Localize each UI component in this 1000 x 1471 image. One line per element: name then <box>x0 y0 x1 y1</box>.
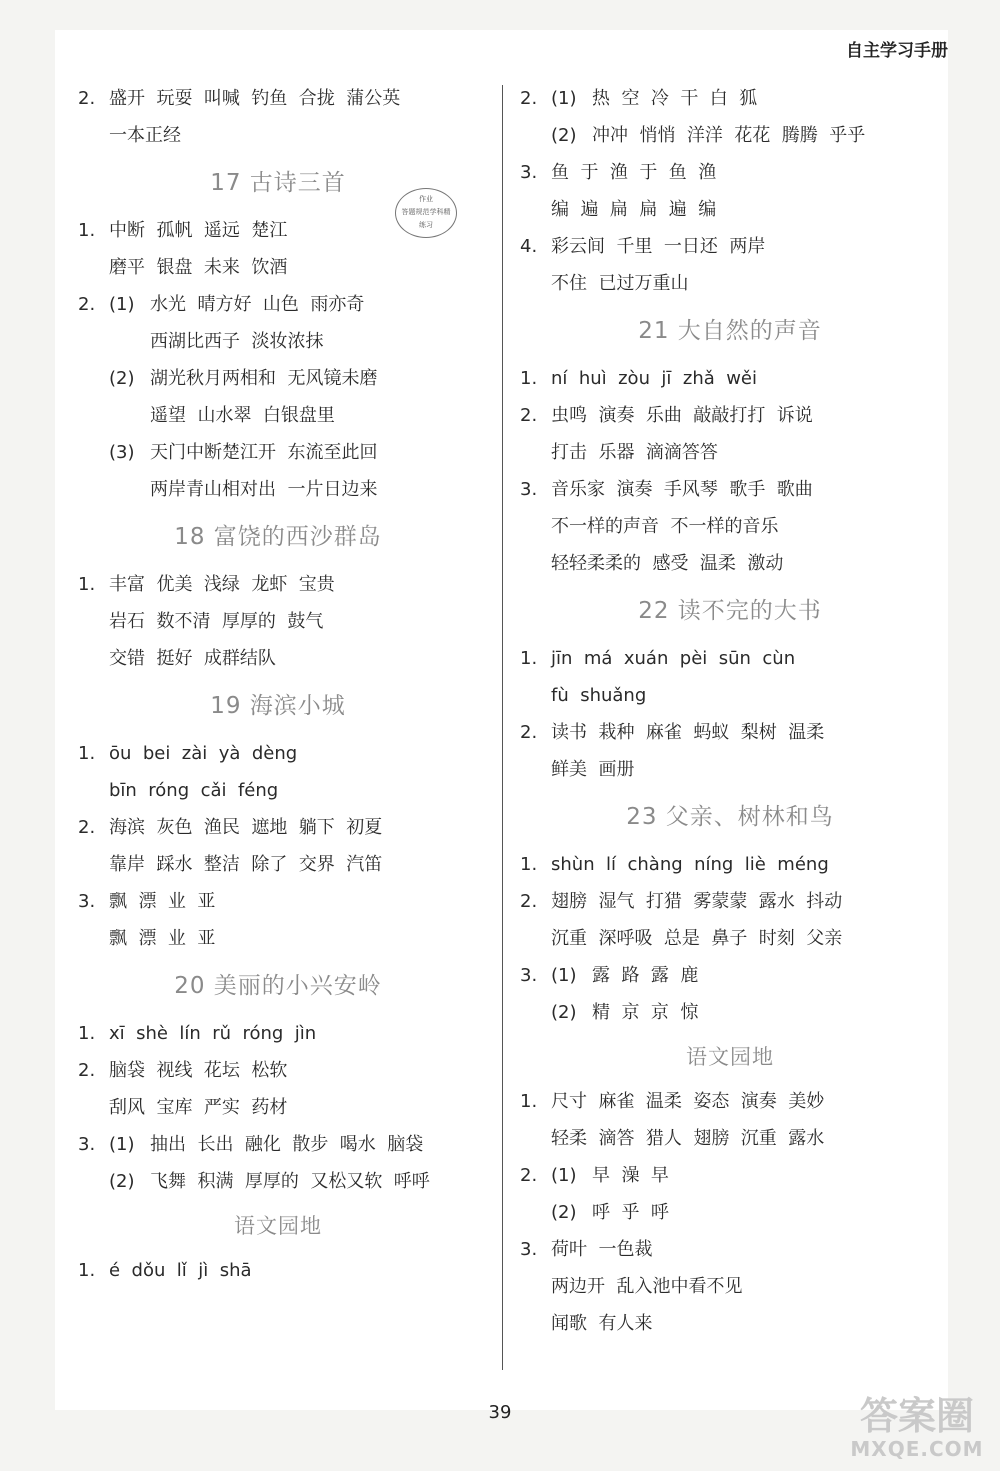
item-number: 2. <box>520 722 538 743</box>
item-number: 2. <box>78 294 96 315</box>
answer-text: 岩石 数不清 厚厚的 鼓气 <box>109 611 324 632</box>
answer-text: 沉重 深呼吸 总是 鼻子 时刻 父亲 <box>551 928 843 949</box>
lesson-heading: 17 古诗三首 <box>210 170 346 196</box>
answer-text: 露 路 露 鹿 <box>592 965 699 986</box>
item-number: 1. <box>78 743 96 764</box>
page-number: 39 <box>488 1402 512 1423</box>
answer-line <box>78 566 478 603</box>
answer-text: 刮风 宝库 严实 药材 <box>109 1097 288 1118</box>
answer-text: 鲜美 画册 <box>551 759 635 780</box>
sub-number: (2) <box>109 368 135 389</box>
stamp-line-3: 练习 <box>419 221 433 229</box>
answer-text: 冲冲 悄悄 洋洋 花花 腾腾 乎乎 <box>592 125 866 146</box>
answer-text: 靠岸 踩水 整洁 除了 交界 汽笛 <box>109 854 383 875</box>
answer-text: 西湖比西子 淡妆浓抹 <box>150 331 324 352</box>
item-number: 2. <box>520 405 538 426</box>
item-number: 2. <box>78 88 96 109</box>
answer-line <box>520 994 940 1031</box>
item-number: 3. <box>78 1134 96 1155</box>
answer-line <box>78 1052 478 1089</box>
answer-text: 翅膀 湿气 打猎 雾蒙蒙 露水 抖动 <box>551 891 843 912</box>
answer-text: jīn má xuán pèi sūn cùn <box>551 648 796 669</box>
answer-line <box>520 228 940 265</box>
item-number: 1. <box>520 368 538 389</box>
answer-text: 彩云间 千里 一日还 两岸 <box>551 236 766 257</box>
answer-text: 荷叶 一色裁 <box>551 1239 653 1260</box>
answer-line <box>78 735 478 772</box>
answer-text: 读书 栽种 麻雀 蚂蚁 梨树 温柔 <box>551 722 825 743</box>
answer-text: 飘 漂 业 亚 <box>109 891 216 912</box>
sub-number: (2) <box>551 125 577 146</box>
answer-text: 丰富 优美 浅绿 龙虾 宝贵 <box>109 574 335 595</box>
answer-text: 鱼 于 渔 于 鱼 渔 <box>551 162 717 183</box>
sub-number: (3) <box>109 442 135 463</box>
answer-text: 打击 乐器 滴滴答答 <box>551 442 718 463</box>
answer-line <box>78 360 478 397</box>
answer-line <box>520 714 940 751</box>
answer-text: shùn lí chàng níng liè méng <box>551 854 829 875</box>
answer-text: 交错 挺好 成群结队 <box>109 648 276 669</box>
answer-text: 遥望 山水翠 白银盘里 <box>150 405 335 426</box>
answer-text: 虫鸣 演奏 乐曲 敲敲打打 诉说 <box>551 405 813 426</box>
answer-line <box>78 809 478 846</box>
item-number: 4. <box>520 236 538 257</box>
running-head: 自主学习手册 <box>846 41 948 61</box>
item-number: 2. <box>520 891 538 912</box>
answer-text: bīn róng cǎi féng <box>109 780 279 801</box>
item-number: 2. <box>78 1060 96 1081</box>
lesson-heading: 21 大自然的声音 <box>638 318 822 344</box>
item-number: 2. <box>78 817 96 838</box>
answer-text: fù shuǎng <box>551 685 647 706</box>
answer-line <box>520 883 940 920</box>
answer-line <box>520 471 940 508</box>
answer-line <box>520 1231 940 1268</box>
answer-line <box>78 1252 478 1289</box>
answer-text: 盛开 玩耍 叫喊 钓鱼 合拢 蒲公英 <box>109 88 401 109</box>
sub-number: (2) <box>551 1202 577 1223</box>
lesson-heading: 23 父亲、树林和鸟 <box>626 804 834 830</box>
answer-text: 音乐家 演奏 手风琴 歌手 歌曲 <box>551 479 813 500</box>
item-number: 1. <box>78 1260 96 1281</box>
item-number: 3. <box>520 162 538 183</box>
item-number: 3. <box>520 479 538 500</box>
watermark-url: MXQE.COM <box>850 1437 984 1461</box>
answer-text: 水光 晴方好 山色 雨亦奇 <box>150 294 365 315</box>
answer-text: 闻歌 有人来 <box>551 1313 653 1334</box>
answer-line <box>78 1126 478 1163</box>
watermark-text: 答案圈 <box>859 1394 974 1438</box>
answer-text: 两岸青山相对出 一片日边来 <box>150 479 378 500</box>
item-number: 1. <box>520 854 538 875</box>
answer-text: 不一样的声音 不一样的音乐 <box>551 516 779 537</box>
answer-text: 天门中断楚江开 东流至此回 <box>150 442 378 463</box>
answer-text: 抽出 长出 融化 散步 喝水 脑袋 <box>150 1134 424 1155</box>
sub-number: (1) <box>551 965 577 986</box>
answer-line <box>78 1015 478 1052</box>
answer-line <box>520 117 940 154</box>
answer-text: 轻柔 滴答 猎人 翅膀 沉重 露水 <box>551 1128 825 1149</box>
answer-text: 早 澡 早 <box>592 1165 669 1186</box>
lesson-heading: 19 海滨小城 <box>210 693 346 719</box>
sub-number: (2) <box>109 1171 135 1192</box>
stamp-line-1: 作业 <box>419 195 433 203</box>
sub-number: (1) <box>109 294 135 315</box>
answer-text: 尺寸 麻雀 温柔 姿态 演奏 美妙 <box>551 1091 825 1112</box>
answer-text: 两边开 乱入池中看不见 <box>551 1276 743 1297</box>
lesson-heading: 20 美丽的小兴安岭 <box>174 973 382 999</box>
item-number: 3. <box>78 891 96 912</box>
answer-text: 飞舞 积满 厚厚的 又松又软 呼呼 <box>150 1171 430 1192</box>
column-divider <box>502 85 503 1370</box>
answer-line <box>78 1163 478 1200</box>
answer-line <box>520 957 940 994</box>
sub-number: (1) <box>109 1134 135 1155</box>
answer-text: 中断 孤帆 遥远 楚江 <box>109 220 288 241</box>
section-heading: 语文园地 <box>686 1045 774 1069</box>
answer-line <box>520 1157 940 1194</box>
answer-line <box>520 846 940 883</box>
answer-text: 热 空 冷 干 白 狐 <box>592 88 758 109</box>
stamp-line-2: 答题规范学科精 <box>401 208 451 216</box>
answer-line <box>520 640 940 677</box>
left-column <box>78 80 478 1289</box>
answer-text: xī shè lín rǔ róng jìn <box>109 1023 317 1044</box>
item-number: 2. <box>520 1165 538 1186</box>
answer-text: 磨平 银盘 未来 饮酒 <box>109 257 288 278</box>
item-number: 1. <box>78 574 96 595</box>
answer-line <box>78 80 478 117</box>
lesson-heading: 22 读不完的大书 <box>638 598 822 624</box>
item-number: 1. <box>520 1091 538 1112</box>
item-number: 2. <box>520 88 538 109</box>
sub-number: (1) <box>551 88 577 109</box>
section-heading: 语文园地 <box>234 1214 322 1238</box>
answer-text: 湖光秋月两相和 无风镜未磨 <box>150 368 378 389</box>
answer-text: 海滨 灰色 渔民 遮地 躺下 初夏 <box>109 817 383 838</box>
lesson-heading: 18 富饶的西沙群岛 <box>174 524 382 550</box>
answer-line <box>78 434 478 471</box>
answer-text: 脑袋 视线 花坛 松软 <box>109 1060 288 1081</box>
answer-line <box>520 360 940 397</box>
item-number: 3. <box>520 965 538 986</box>
answer-text: 不住 已过万重山 <box>551 273 689 294</box>
answer-text: ní huì zòu jī zhǎ wěi <box>551 368 757 389</box>
answer-text: é dǒu lǐ jì shā <box>109 1260 252 1281</box>
answer-line <box>78 286 478 323</box>
right-column <box>520 80 940 1342</box>
sub-number: (2) <box>551 1002 577 1023</box>
item-number: 1. <box>78 220 96 241</box>
watermark-logo <box>842 1395 992 1465</box>
item-number: 1. <box>520 648 538 669</box>
answer-line <box>78 883 478 920</box>
answer-text: 编 遍 扁 扁 遍 编 <box>551 199 717 220</box>
answer-text: 飘 漂 业 亚 <box>109 928 216 949</box>
answer-text: 轻轻柔柔的 感受 温柔 激动 <box>551 553 784 574</box>
answer-line <box>520 1083 940 1120</box>
answer-text: 一本正经 <box>109 125 181 146</box>
answer-line <box>520 80 940 117</box>
answer-line <box>520 1194 940 1231</box>
item-number: 1. <box>78 1023 96 1044</box>
answer-text: 精 京 京 惊 <box>592 1002 699 1023</box>
answer-line <box>520 397 940 434</box>
answer-line <box>78 212 478 249</box>
item-number: 3. <box>520 1239 538 1260</box>
answer-line <box>520 154 940 191</box>
answer-text: ōu bei zài yà dèng <box>109 743 298 764</box>
sub-number: (1) <box>551 1165 577 1186</box>
answer-text: 呼 乎 呼 <box>592 1202 669 1223</box>
